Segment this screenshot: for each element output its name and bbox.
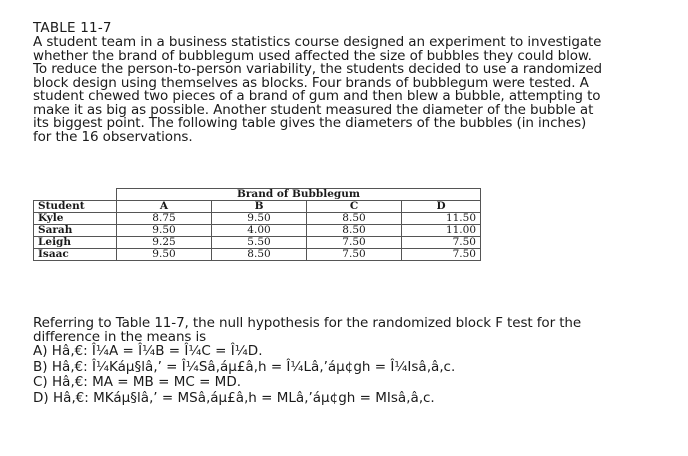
question-stem: [33, 317, 673, 344]
header-brand-b: B: [212, 201, 307, 213]
bubblegum-data-table: [33, 188, 481, 261]
cell-a: 9.50: [117, 249, 212, 261]
table-row: [34, 225, 481, 237]
cell-d: 11.50: [402, 213, 481, 225]
intro-line: block design using themselves as blocks. Four brands of bubblegum were tested. A: [33, 74, 589, 91]
answer-option-c: C) Hâ‚€: MA = MB = MC = MD.: [33, 374, 242, 390]
intro-line: student chewed two pieces of a brand of gum and then blew a bubble, attempting to: [33, 88, 601, 104]
question-line: Referring to Table 11-7, the null hypothesis for the randomized block F test for the: [33, 315, 582, 331]
intro-line: for the 16 observations.: [33, 128, 193, 145]
intro-line: its biggest point. The following table gives the diameters of the bubbles (in inches): [33, 115, 587, 131]
cell-d: 7.50: [402, 237, 481, 249]
intro-line: whether the brand of bubblegum used affected the size of bubbles they could blow.: [33, 47, 592, 64]
header-brand-d: D: [402, 201, 481, 213]
table-row: [34, 249, 481, 261]
student-name: Kyle: [34, 213, 117, 225]
table-corner: [34, 189, 117, 201]
student-name: Sarah: [34, 225, 117, 237]
cell-d: 7.50: [402, 249, 481, 261]
question-line: difference in the means is: [33, 328, 207, 345]
table-super-header-row: [34, 189, 481, 201]
intro-paragraph: [33, 36, 673, 144]
table-row: [34, 213, 481, 225]
cell-b: 8.50: [212, 249, 307, 261]
brand-super-header: Brand of Bubblegum: [117, 189, 481, 201]
cell-b: 4.00: [212, 225, 307, 237]
intro-line: make it as big as possible. Another student measured the diameter of the bubble at: [33, 101, 594, 118]
header-student: Student: [34, 201, 117, 213]
cell-b: 5.50: [212, 237, 307, 249]
answer-option-d: D) Hâ‚€: MKáµ§lâ‚’ = MSâ‚áµ£â‚h = MLâ‚’áµ¢gh = MIsâ‚â‚c.: [33, 389, 435, 406]
problem-statement: [33, 20, 673, 144]
cell-d: 11.00: [402, 225, 481, 237]
cell-a: 8.75: [117, 213, 212, 225]
header-brand-a: A: [117, 201, 212, 213]
cell-c: 7.50: [307, 249, 402, 261]
cell-b: 9.50: [212, 213, 307, 225]
intro-line: A student team in a business statistics course designed an experiment to investigate: [33, 34, 602, 50]
question-block: [33, 317, 673, 406]
answer-option-a: A) Hâ‚€: Î¼A = Î¼B = Î¼C = Î¼D.: [33, 343, 263, 359]
table-title: TABLE 11-7: [33, 20, 112, 36]
cell-c: 8.50: [307, 225, 402, 237]
cell-a: 9.25: [117, 237, 212, 249]
answer-option-b: B) Hâ‚€: Î¼Káµ§lâ‚’ = Î¼Sâ‚áµ£â‚h = Î¼Lâ‚’áµ¢gh = Î¼Isâ‚â‚c.: [33, 358, 456, 375]
table-row: [34, 237, 481, 249]
table-header-row: [34, 201, 481, 213]
student-name: Isaac: [34, 249, 117, 261]
cell-c: 7.50: [307, 237, 402, 249]
student-name: Leigh: [34, 237, 117, 249]
cell-a: 9.50: [117, 225, 212, 237]
header-brand-c: C: [307, 201, 402, 213]
intro-line: To reduce the person-to-person variability, the students decided to use a randomized: [33, 61, 602, 77]
cell-c: 8.50: [307, 213, 402, 225]
